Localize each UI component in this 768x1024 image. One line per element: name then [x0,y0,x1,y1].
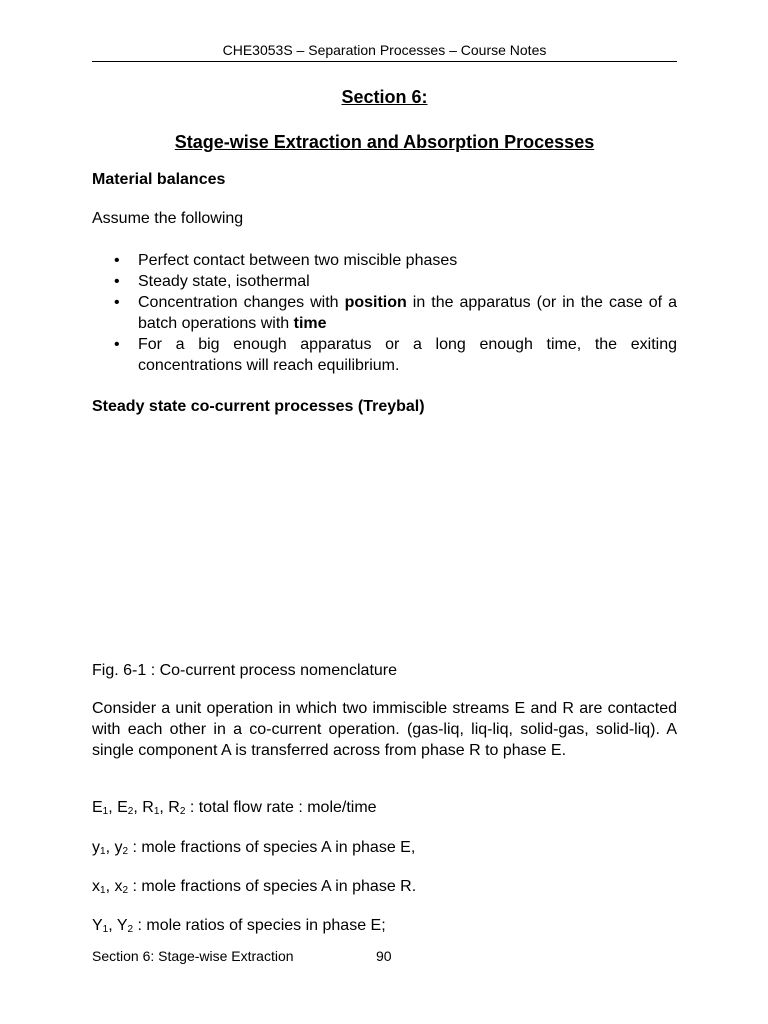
subscript: 1 [100,885,106,896]
symbol: Y [116,917,128,934]
definition-flow-rates [92,797,677,818]
subscript: 2 [127,806,134,817]
figure-caption: Fig. 6-1 : Co-current process nomenclature [92,662,398,679]
section-subtitle: Stage-wise Extraction and Absorption Processes [174,132,595,152]
subscript: 1 [102,806,109,817]
bullet-icon: • [114,273,120,290]
assumptions-intro: Assume the following [92,210,244,227]
bullet-icon: • [114,252,120,269]
symbol: E [92,799,103,816]
definition-y-ratios [92,915,677,936]
separator: , [133,799,143,816]
header-rule [92,61,677,62]
list-item-emphasis-time: time [293,315,327,332]
list-item-text-mid: in the apparatus (or in the case of a batch operations with [138,294,677,332]
separator: , [108,799,118,816]
bullet-icon: • [114,336,120,353]
list-item-text: For a big enough apparatus or a long enough time, the exiting concentrations will reach equilibrium. [138,336,677,374]
subscript: 1 [102,924,109,935]
list-item-emphasis-position: position [344,294,407,311]
list-item [92,292,677,334]
symbol: x [92,878,100,895]
list-item-text-pre: Concentration changes with [138,294,345,311]
symbol: x [114,878,123,895]
definition-text: : mole fractions of species A in phase R. [128,878,417,895]
subscript: 2 [127,924,134,935]
section-title: Section 6: [341,87,428,107]
separator: , [105,878,115,895]
definition-y-fractions [92,837,677,858]
definition-text: : mole ratios of species in phase E; [133,917,386,934]
list-item [92,250,677,271]
definition-text: : mole fractions of species A in phase E, [128,839,416,856]
list-item [92,334,677,376]
symbol: y [114,839,123,856]
subscript: 1 [100,846,106,857]
separator: , [108,917,117,934]
running-header: CHE3053S – Separation Processes – Course Notes [222,42,547,58]
list-item [92,271,677,292]
subscript: 2 [122,846,129,857]
separator: , [159,799,169,816]
definition-x-fractions [92,876,677,897]
symbol: R [168,799,180,816]
symbol: E [117,799,128,816]
list-item-text: Steady state, isothermal [138,273,310,290]
page-number: 90 [376,948,392,964]
subscript: 2 [122,885,129,896]
footer-section-label: Section 6: Stage-wise Extraction [92,948,294,964]
symbol: Y [92,917,103,934]
list-item-text: Perfect contact between two miscible phases [138,252,458,269]
figure-placeholder [92,430,677,650]
separator: , [105,839,115,856]
body-paragraph: Consider a unit operation in which two immiscible streams E and R are contacted with each other in a co-current operation. (gas-liq, liq-liq, solid-gas, solid-liq). A single component A is transferred across from phase R to phase E. [92,700,677,759]
assumptions-list [92,250,677,376]
subscript: 1 [153,806,160,817]
symbol: y [92,839,100,856]
bullet-icon: • [114,294,120,311]
definition-text: : total flow rate : mole/time [185,799,377,816]
cocurrent-heading: Steady state co-current processes (Treybal) [92,398,425,415]
subscript: 2 [179,806,186,817]
symbol: R [142,799,154,816]
material-balances-heading: Material balances [92,171,226,188]
